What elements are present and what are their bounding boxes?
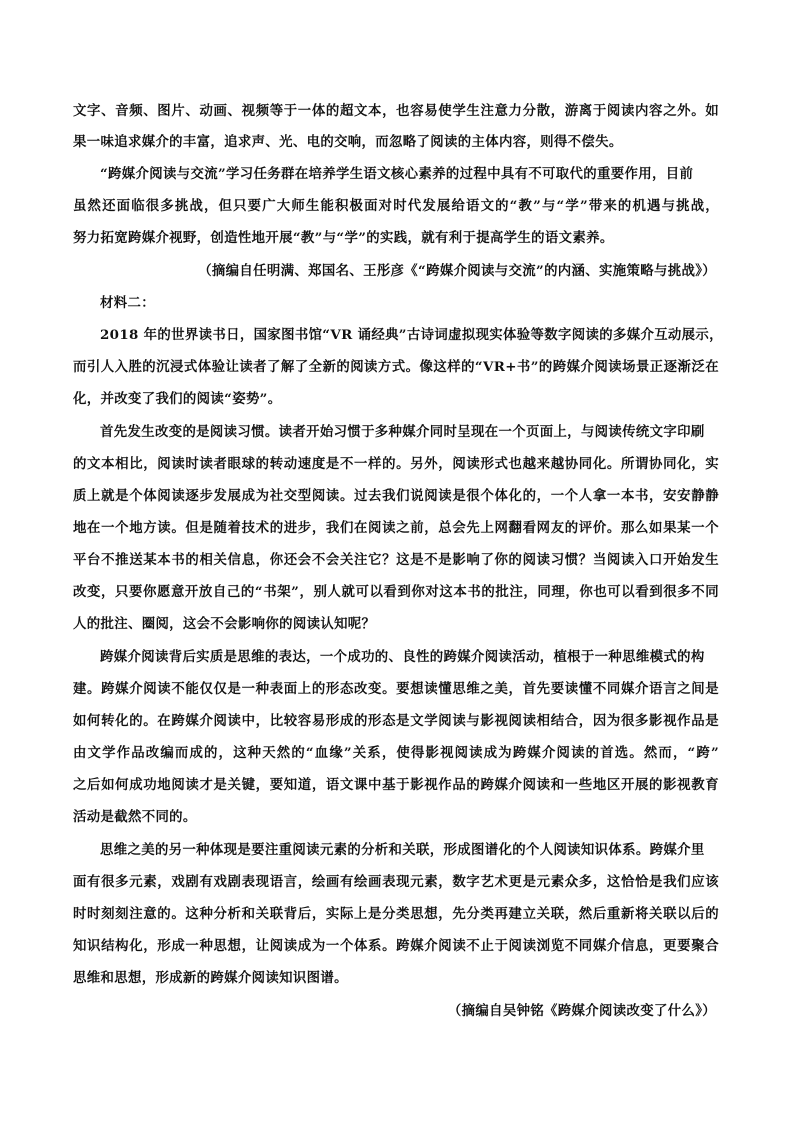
- paragraph-3-line-1: 2018 年的世界读书日，国家图书馆“VR 诵经典”古诗词虚拟现实体验等数字阅读的多媒介互动展示，: [100, 327, 723, 343]
- paragraph-4-line-1: 首先发生改变的是阅读习惯。读者开始习惯于多种媒介同时呈现在一个页面上，与阅读传统文字印刷: [100, 424, 705, 440]
- paragraph-6-line-5: 思维和思想，形成新的跨媒介阅读知识图谱。: [73, 970, 348, 986]
- paragraph-3-line-3: 化，并改变了我们的阅读“姿势”。: [73, 391, 282, 407]
- paragraph-5-line-5: 之后如何成功地阅读才是关键，要知道，语文课中基于影视作品的跨媒介阅读和一些地区开展的影视教育: [73, 777, 719, 793]
- paragraph-3-line-2: 而引人入胜的沉浸式体验让读者了解了全新的阅读方式。像这样的“VR+书”的跨媒介阅读场景正逐渐泛在: [73, 359, 719, 375]
- paragraph-4-line-2: 的文本相比，阅读时读者眼球的转动速度是不一样的。另外，阅读形式也越来越协同化。所谓协同化，实: [73, 456, 719, 472]
- paragraph-5-line-6: 活动是截然不同的。: [73, 809, 197, 825]
- paragraph-6-line-1: 思维之美的另一种体现是要注重阅读元素的分析和关联，形成图谱化的个人阅读知识体系。跨媒介里: [100, 842, 705, 858]
- paragraph-6-line-3: 时时刻刻注意的。这种分析和关联背后，实际上是分类思想，先分类再建立关联，然后重新将关联以后的: [73, 906, 719, 922]
- paragraph-5-line-3: 如何转化的。在跨媒介阅读中，比较容易形成的形态是文学阅读与影视阅读相结合，因为很多影视作品是: [73, 713, 719, 729]
- paragraph-4-line-7: 人的批注、圈阅，这会不会影响你的阅读认知呢？: [73, 616, 376, 632]
- paragraph-5-line-4: 由文学作品改编而成的，这种天然的“血缘”关系，使得影视阅读成为跨媒介阅读的首选。然而，“跨”: [73, 745, 719, 761]
- paragraph-5-line-2: 建。跨媒介阅读不能仅仅是一种表面上的形态改变。要想读懂思维之美，首先要读懂不同媒介语言之间是: [73, 681, 719, 697]
- source-citation-1: （摘编自任明满、郑国名、王彤彦《“跨媒介阅读与交流”的内涵、实施策略与挑战》）: [198, 263, 716, 279]
- paragraph-6-line-2: 面有很多元素，戏剧有戏剧表现语言，绘画有绘画表现元素，数字艺术更是元素众多，这恰恰是我们应该: [73, 874, 719, 890]
- paragraph-6-line-4: 知识结构化，形成一种思想，让阅读成为一个体系。跨媒介阅读不止于阅读浏览不同媒介信息，更要聚合: [73, 938, 719, 954]
- paragraph-4-line-6: 改变，只要你愿意开放自己的“书架”，别人就可以看到你对这本书的批注，同理，你也可以看到很多不同: [73, 584, 719, 600]
- source-citation-2: （摘编自吴钟铭《跨媒介阅读改变了什么》）: [447, 1003, 716, 1019]
- paragraph-4-line-4: 地在一个地方读。但是随着技术的进步，我们在阅读之前，总会先上网翻看网友的评价。那么如果某一个: [73, 520, 719, 536]
- paragraph-5-line-1: 跨媒介阅读背后实质是思维的表达，一个成功的、良性的跨媒介阅读活动，植根于一种思维模式的构: [100, 649, 705, 665]
- material-2-label: 材料二：: [100, 295, 155, 311]
- paragraph-4-line-5: 平台不推送某本书的相关信息，你还会不会关注它？这是不是影响了你的阅读习惯？当阅读入口开始发生: [73, 552, 719, 568]
- paragraph-2-line-1: “跨媒介阅读与交流”学习任务群在培养学生语文核心素养的过程中具有不可取代的重要作用，目前: [100, 166, 694, 182]
- paragraph-2-line-2: 虽然还面临很多挑战，但只要广大师生能积极面对时代发展给语文的“教”与“学”带来的机遇与挑战，: [73, 198, 719, 214]
- paragraph-4-line-3: 质上就是个体阅读逐步发展成为社交型阅读。过去我们说阅读是很个体化的，一个人拿一本书，安安静静: [73, 488, 719, 504]
- paragraph-2-line-3: 努力拓宽跨媒介视野，创造性地开展“教”与“学”的实践，就有利于提高学生的语文素养。: [73, 230, 614, 246]
- paragraph-1-line-1: 文字、音频、图片、动画、视频等于一体的超文本，也容易使学生注意力分散，游离于阅读内容之外。如: [73, 103, 719, 119]
- paragraph-1-line-2: 果一味追求媒介的丰富，追求声、光、电的交响，而忽略了阅读的主体内容，则得不偿失。: [73, 134, 623, 150]
